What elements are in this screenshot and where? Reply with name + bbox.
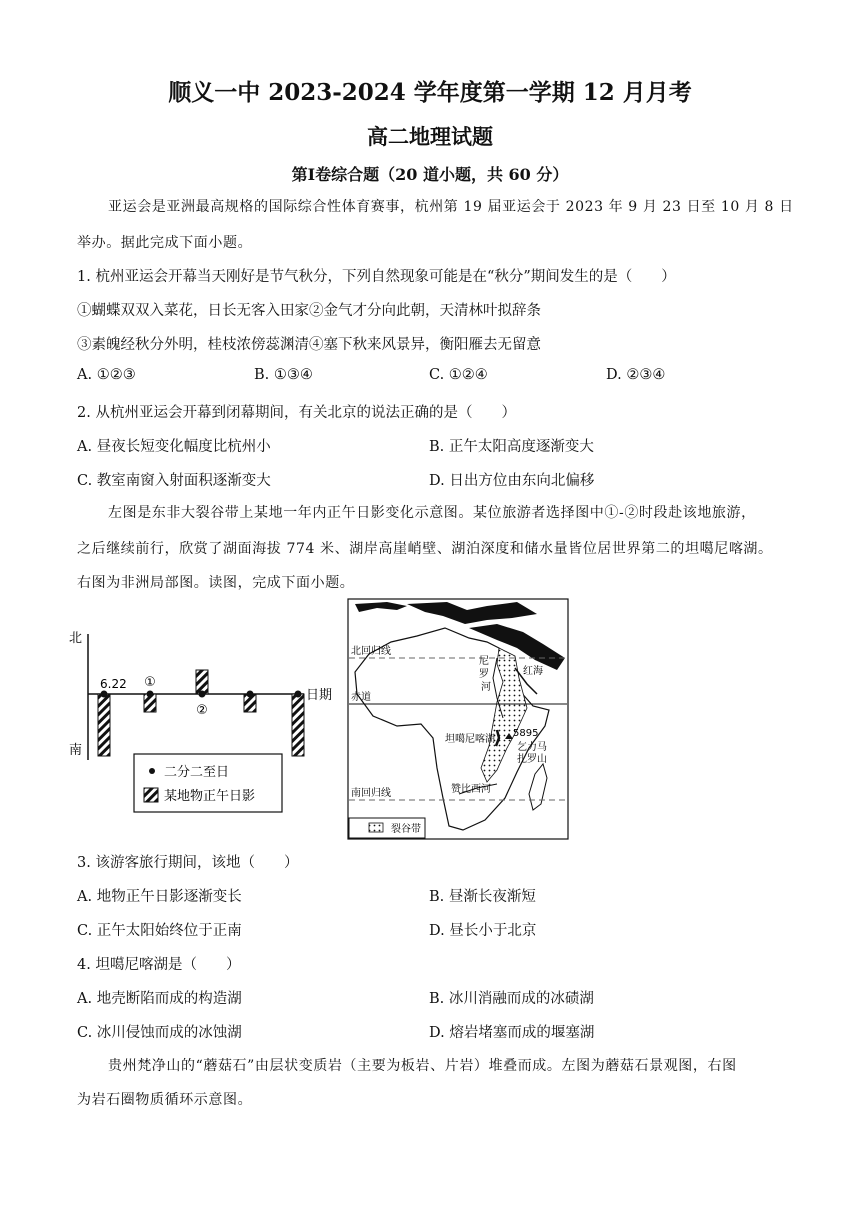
date-label: 6.22 [100,677,127,691]
tropic-capricorn-label: 南回归线 [351,788,391,799]
south-label: 南 [68,743,82,758]
marker-2: ② [196,703,208,718]
q3-stem: 3. 该游客旅行期间，该地（ ） [77,855,299,871]
nile-label: 尼 [479,656,489,667]
red-sea-label: 海 [533,666,543,677]
intro1-line2: 举办。据此完成下面小题。 [77,235,253,251]
q2-stem: 2. 从杭州亚运会开幕到闭幕期间，有关北京的说法正确的是（ ） [77,405,516,421]
axis-label: 日期 [306,688,333,703]
marker-1: ① [144,675,156,690]
q2-option-b[interactable]: B. 正午太阳高度逐渐变大 [429,439,594,455]
solstice-dot [147,691,154,698]
solstice-dot [101,691,108,698]
zambezi-label: 赞比西河 [451,784,491,795]
intro3-line1: 贵州梵净山的“蘑菇石”由层状变质岩（主要为板岩、片岩）堆叠而成。左图为蘑菇石景观图，右图 [108,1058,737,1074]
kilimanjaro-label: 乞力马 [517,742,547,753]
intro2-line3: 右图为非洲局部图。读图，完成下面小题。 [77,575,355,591]
page-title: 顺义一中 2023-2024 学年度第一学期 12 月月考 [168,79,692,106]
q4-option-c[interactable]: C. 冰川侵蚀而成的冰蚀湖 [77,1025,242,1041]
noon-shadow-diagram [68,620,342,820]
q2-option-c[interactable]: C. 教室南窗入射面积逐渐变大 [77,473,271,489]
africa-map [347,598,569,840]
q1-items-line2: ③素魄经秋分外明，桂枝浓傍蕊渊清④塞下秋来风景异，衡阳雁去无留意 [77,337,541,353]
page-subtitle: 高二地理试题 [367,124,493,149]
solstice-dot [295,691,302,698]
q1-option-c[interactable]: C. ①②④ [429,367,488,383]
q3-option-c[interactable]: C. 正午太阳始终位于正南 [77,923,242,939]
q1-option-b[interactable]: B. ①③④ [254,367,313,383]
q4-option-b[interactable]: B. 冰川消融而成的冰碛湖 [429,991,594,1007]
shadow-bar [196,670,208,694]
shadow-bar [98,694,110,756]
nile-label: 罗 [479,669,489,680]
north-label: 北 [68,631,82,646]
intro2-line2: 之后继续前行，欣赏了湖面海拔 774 米、湖岸高崖峭壁、湖泊深度和储水量皆位居世界第二的坦噶尼喀湖。 [77,541,773,557]
q2-option-a[interactable]: A. 昼夜长短变化幅度比杭州小 [77,439,271,455]
solstice-dot [247,691,254,698]
equator-label: 赤道 [351,692,371,703]
section-heading: 第Ⅰ卷综合题（20 道小题，共 60 分） [291,165,569,184]
kilimanjaro-label: 扎罗山 [517,754,547,765]
nile-label: 河 [481,682,491,693]
q4-option-a[interactable]: A. 地壳断陷而成的构造湖 [77,991,242,1007]
legend-shadow-label: 某地物正午日影 [164,789,256,804]
q4-option-d[interactable]: D. 熔岩堵塞而成的堰塞湖 [429,1025,595,1041]
q1-option-a[interactable]: A. ①②③ [77,367,136,383]
red-sea-label: 红 [523,666,533,677]
q1-items-line1: ①蝴蝶双双入菜花，日长无客入田家②金气才分向此朝，天清林叶拟辞条 [77,303,541,319]
intro1-line1: 亚运会是亚洲最高规格的国际综合性体育赛事，杭州第 19 届亚运会于 2023 年 9 月 23 日至 10 月 8 日 [108,199,794,215]
intro3-line2: 为岩石圈物质循环示意图。 [77,1092,253,1108]
rift-legend-icon [369,823,383,832]
peak-elevation-label: 5895 [513,728,539,739]
q3-option-d[interactable]: D. 昼长小于北京 [429,923,537,939]
q3-option-b[interactable]: B. 昼渐长夜渐短 [429,889,536,905]
q4-stem: 4. 坦噶尼喀湖是（ ） [77,957,241,973]
q2-option-d[interactable]: D. 日出方位由东向北偏移 [429,473,595,489]
q1-option-d[interactable]: D. ②③④ [606,367,666,383]
tropic-cancer-label: 北回归线 [351,646,391,657]
intro2-line1: 左图是东非大裂谷带上某地一年内正午日影变化示意图。某位旅游者选择图中①-②时段赴该地旅游， [108,505,756,521]
legend-dot-icon [149,768,155,774]
legend-shadow-icon [144,788,158,802]
q1-stem: 1. 杭州亚运会开幕当天刚好是节气秋分，下列自然现象可能是在“秋分”期间发生的是（ ） [77,269,676,285]
solstice-dot [199,691,206,698]
tanganyika-label: 坦噶尼喀湖 [445,734,495,745]
q3-option-a[interactable]: A. 地物正午日影逐渐变长 [77,889,242,905]
rift-legend-label: 裂谷带 [391,824,421,835]
shadow-bar [292,694,304,756]
legend-dot-label: 二分二至日 [164,765,230,780]
